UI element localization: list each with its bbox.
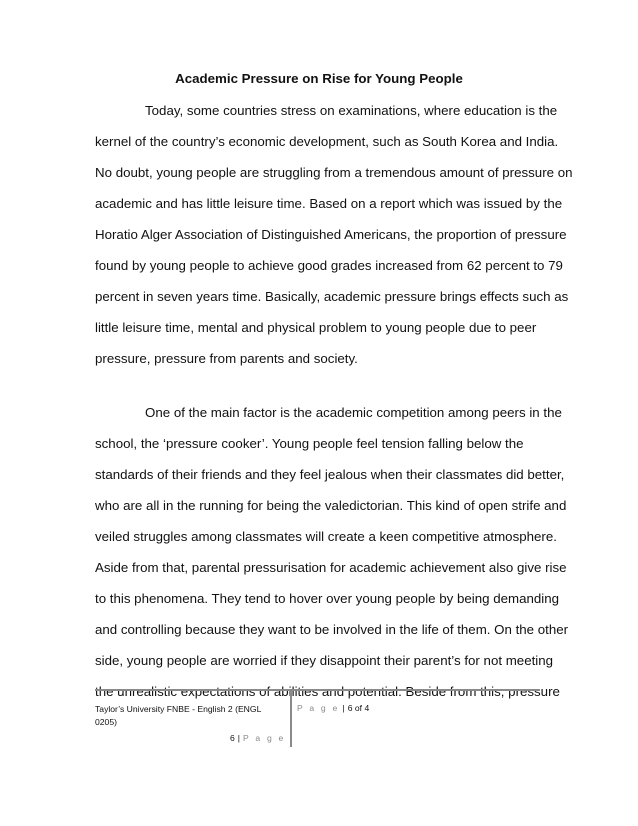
paragraph-line: No doubt, young people are struggling from a tremendous amount of pressure on: [95, 165, 573, 180]
footer-page-word: P a g e: [297, 703, 340, 713]
paragraph-line: kernel of the country’s economic development, such as South Korea and India.: [95, 134, 559, 149]
paragraph-line: Today, some countries stress on examinations, where education is the: [145, 103, 558, 118]
paragraph-line: and controlling because they want to be involved in the life of them. On the other: [95, 622, 569, 637]
paragraph-line: the unrealistic expectations of abilities and potential. Beside from this, pressure: [95, 684, 560, 699]
footer-course-label: [95, 703, 261, 729]
paragraph-line: veiled struggles among classmates will create a keen competitive atmosphere.: [95, 529, 557, 544]
footer-page-num-word: P a g e: [243, 733, 286, 743]
footer-page-count: [297, 703, 369, 713]
paragraph-line: to this phenomena. They tend to hover over young people by being demanding: [95, 591, 559, 606]
footer-course-line-2: 0205): [95, 717, 117, 727]
paragraph-line: Aside from that, parental pressurisation for academic achievement also give rise: [95, 560, 567, 575]
footer-divider: [95, 689, 540, 691]
paragraph-line: pressure, pressure from parents and society.: [95, 351, 358, 366]
document-title: Academic Pressure on Rise for Young People: [175, 71, 463, 86]
footer-vertical-divider: [290, 691, 292, 747]
paragraph-line: found by young people to achieve good grades increased from 62 percent to 79: [95, 258, 563, 273]
paragraph-line: Horatio Alger Association of Distinguished Americans, the proportion of pressure: [95, 227, 567, 242]
paragraph-line: little leisure time, mental and physical problem to young people due to peer: [95, 320, 537, 335]
footer-page-num: 6: [230, 733, 235, 743]
footer-page-number: [230, 733, 286, 743]
paragraph-line: side, young people are worried if they disappoint their parent’s for not meeting: [95, 653, 554, 668]
footer-page-value: 6 of 4: [347, 703, 370, 713]
footer-page-separator: |: [342, 703, 345, 713]
paragraph-line: school, the ‘pressure cooker’. Young people feel tension falling below the: [95, 436, 524, 451]
footer-page-num-separator: |: [237, 733, 241, 743]
paragraph-line: percent in seven years time. Basically, academic pressure brings effects such as: [95, 289, 569, 304]
paragraph-line: One of the main factor is the academic competition among peers in the: [145, 405, 562, 420]
paragraph-line: academic and has little leisure time. Based on a report which was issued by the: [95, 196, 563, 211]
footer-course-line-1: Taylor’s University FNBE - English 2 (ENGL: [95, 704, 262, 714]
paragraph-line: standards of their friends and they feel jealous when their classmates did better,: [95, 467, 565, 482]
paragraph-line: who are all in the running for being the valedictorian. This kind of open strife and: [95, 498, 567, 513]
